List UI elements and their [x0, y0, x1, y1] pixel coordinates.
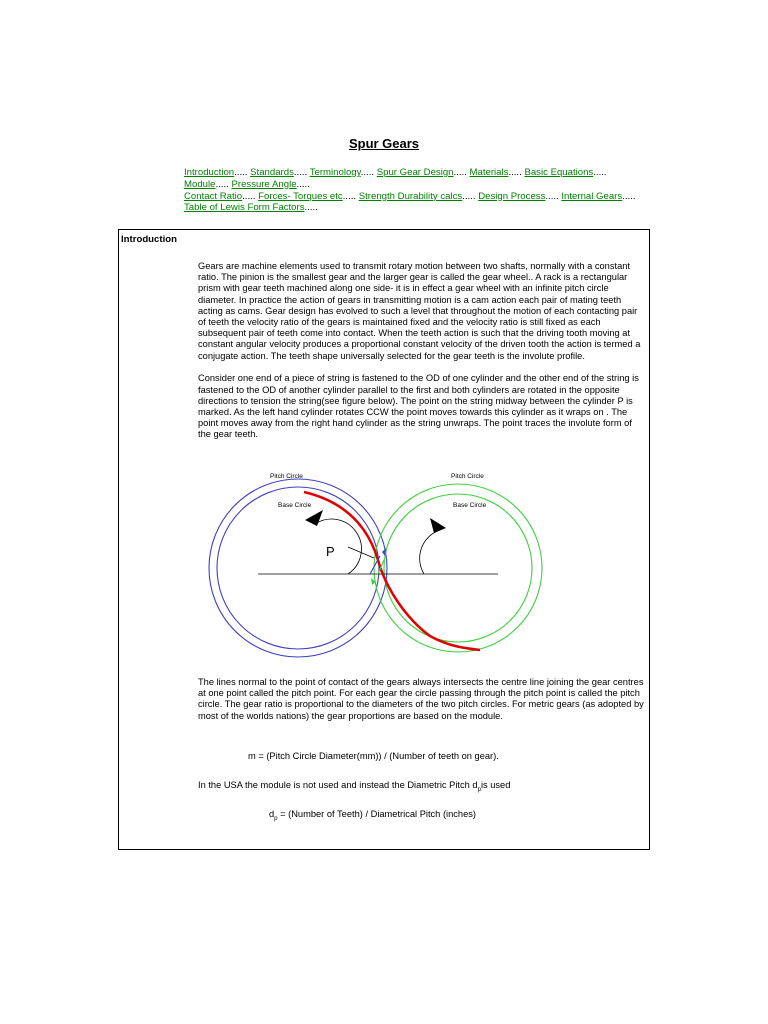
left-rotation-arrow-icon — [305, 510, 323, 526]
page-title: Spur Gears — [348, 136, 420, 151]
nav-link-module[interactable]: Module — [184, 178, 216, 190]
left-rotation-arc — [315, 519, 361, 574]
involute-figure — [208, 470, 551, 665]
nav-separator: ..... — [342, 190, 357, 202]
right-base-circle-label: Base Circle — [453, 502, 487, 509]
nav-link-contact-ratio[interactable]: Contact Ratio — [184, 190, 243, 202]
diametric-pitch-formula: $d_p$ = (Number of Teeth) / Diametrical Pitch (inches) — [269, 809, 477, 822]
introduction-section — [118, 229, 650, 850]
nav-separator: ..... — [360, 167, 375, 178]
pitch-point-label: P — [326, 544, 335, 559]
paragraph-gears-overview: Gears are machine elements used to transmit rotary motion between two shafts, normally with a constant ratio. The pinion is the smallest gear and the larger gear is called the gear wheel.. A rack is a rectangular prism with gear teeth machined along one side- it is in effect a gear wheel with an infinite pitch circle diameter. In practice the action of gears in transmitting motion is a cam action each pair of mating teeth acting as cams. Gear design has evolved to such a level that throughout the motion of each contacting pair of teeth the velocity ratio of the gears is maintained fixed and the velocity ratio is still fixed as each subsequent pair of teeth come into contact. When the teeth action is such that the driving tooth moving at constant angular velocity produces a proportional constant velocity of the driven tooth the action is termed a conjugate action. The teeth shape universally selected for the gear teeth is the involute profile. — [198, 261, 641, 361]
nav-link-pressure-angle[interactable]: Pressure Angle — [231, 178, 297, 190]
nav-separator: ..... — [453, 167, 467, 178]
nav-separator: ..... — [622, 190, 636, 202]
nav-separator: ..... — [304, 202, 318, 214]
involute-diagram — [208, 470, 551, 665]
nav-link-basic-equations[interactable]: Basic Equations — [524, 167, 594, 178]
nav-link-strength-durability[interactable]: Strength Durability calcs — [358, 190, 463, 202]
nav-separator: ..... — [215, 178, 229, 190]
right-pitch-circle — [374, 484, 542, 652]
nav-link-lewis-form-factors[interactable]: Table of Lewis Form Factors — [184, 202, 305, 214]
p-pointer-line — [348, 547, 374, 558]
right-rotation-arc — [420, 530, 440, 574]
nav-link-terminology[interactable]: Terminology — [309, 167, 361, 178]
topic-navigation — [184, 167, 674, 214]
section-heading: Introduction — [121, 234, 177, 245]
nav-link-forces-torques[interactable]: Forces- Torques etc — [258, 190, 343, 202]
nav-link-materials[interactable]: Materials — [469, 167, 509, 178]
nav-separator: ..... — [593, 167, 607, 178]
nav-link-design-process[interactable]: Design Process — [478, 190, 546, 202]
nav-separator: ..... — [293, 167, 308, 178]
paragraph-string-analogy: Consider one end of a piece of string is fastened to the OD of one cylinder and the other end of the string is fastened to the OD of another cylinder parallel to the first and both cylinders are rotated in the opposite directions to tension the string(see figure below). The point on the string midway between the cylinder P is marked. As the left hand cylinder rotates CCW the point moves towards this cylinder as it wraps on . The point moves away from the right hand cylinder as the string unwraps. The point traces the involute form of the gear teeth. — [198, 373, 639, 440]
nav-link-standards[interactable]: Standards — [250, 167, 294, 178]
left-base-circle-label: Base Circle — [278, 502, 312, 509]
nav-separator: ..... — [242, 190, 256, 202]
nav-separator: ..... — [462, 190, 476, 202]
intro-text — [198, 261, 644, 452]
left-pitch-circle-label: Pitch Circle — [270, 473, 303, 480]
nav-link-spur-gear-design[interactable]: Spur Gear Design — [376, 167, 454, 178]
nav-separator: ..... — [234, 167, 248, 178]
nav-separator: ..... — [508, 167, 522, 178]
nav-separator: ..... — [296, 178, 310, 190]
right-base-circle — [384, 494, 532, 642]
nav-link-introduction[interactable]: Introduction — [184, 167, 235, 178]
paragraph-pitch-point: The lines normal to the point of contact of the gears always intersects the centre line joining the gear centres at one point called the pitch point. For each gear the circle passing through the pitch point is called the pitch circle. The gear ratio is proportional to the diameters of the two pitch circles. For metric gears (as adopted by most of the worlds nations) the gear proportions are based on the module. — [198, 677, 644, 721]
module-formula: m = (Pitch Circle Diameter(mm)) / (Number of teeth on gear). — [248, 751, 499, 761]
right-pitch-circle-label: Pitch Circle — [451, 473, 484, 480]
nav-separator: ..... — [545, 190, 559, 202]
pitch-point-text — [198, 677, 644, 722]
nav-link-internal-gears[interactable]: Internal Gears — [561, 190, 623, 202]
usa-diametric-pitch-text: In the USA the module is not used and instead the Diametric Pitch $d_pis$ used — [198, 780, 511, 793]
